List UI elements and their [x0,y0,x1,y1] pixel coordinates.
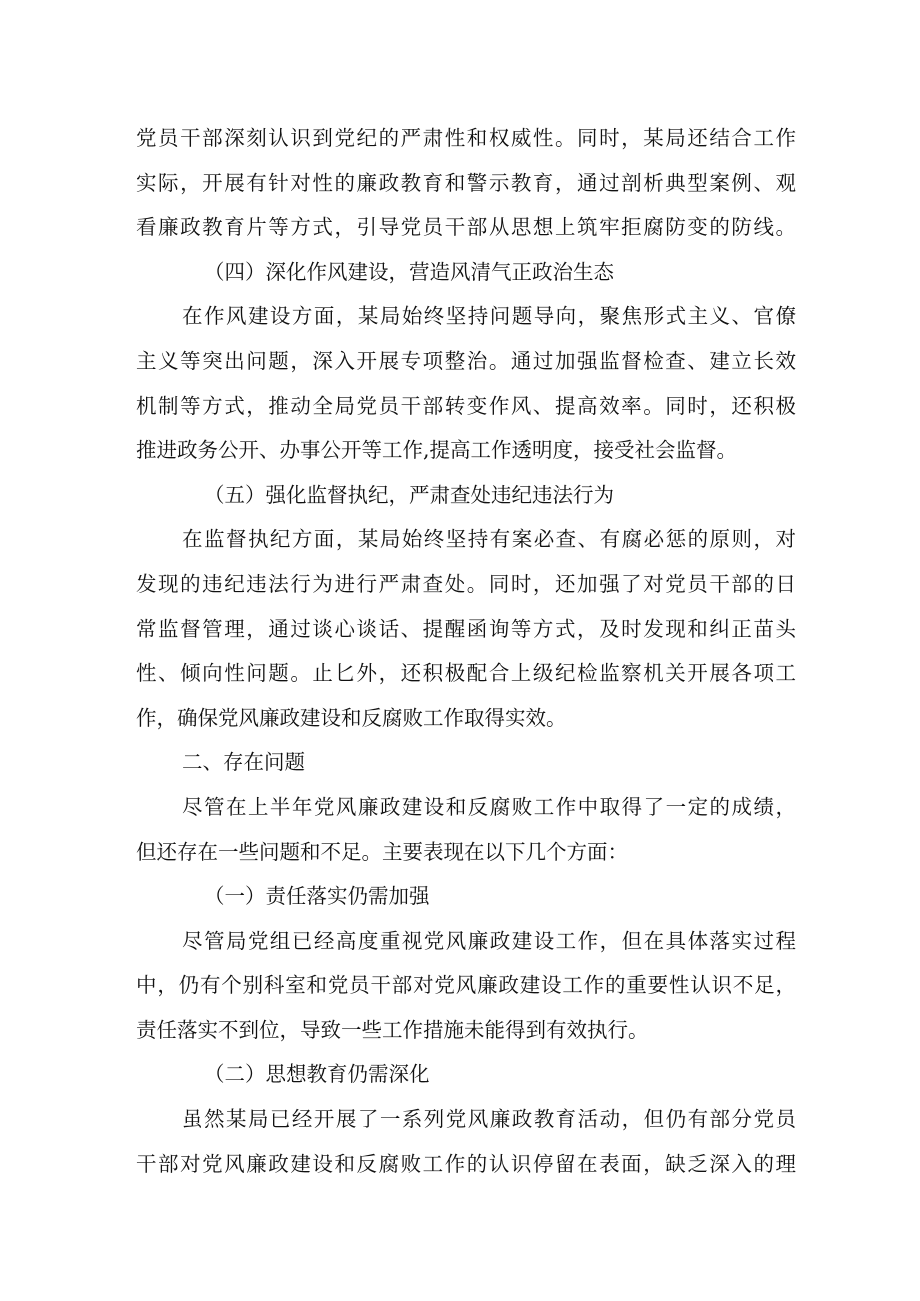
text-line: 尽管在上半年党风廉政建设和反腐败工作中取得了一定的成绩， [182,794,796,819]
text-line: 推进政务公开、办事公开等工作,提高工作透明度，接受社会监督。 [136,438,738,463]
section-heading: （一）责任落实仍需加强 [204,884,430,909]
text-line: 中，仍有个别科室和党员干部对党风廉政建设工作的重要性认识不足， [136,973,796,998]
text-line: 发现的违纪违法行为进行严肃查处。同时，还加强了对党员干部的日 [136,571,796,596]
text-line: 但还存在一些问题和不足。主要表现在以下几个方面： [136,839,628,864]
text-line: 责任落实不到位，导致一些工作措施未能得到有效执行。 [136,1017,649,1042]
section-heading: 二、存在问题 [182,750,305,775]
text-line: 主义等突出问题，深入开展专项整治。通过加强监督检查、建立长效 [136,348,796,373]
text-line: 党员干部深刻认识到党纪的严肃性和权威性。同时，某局还结合工作 [136,126,796,150]
text-line: 在作风建设方面，某局始终坚持问题导向，聚焦形式主义、官僚 [182,304,796,329]
text-line: 虽然某局已经开展了一系列党风廉政教育活动，但仍有部分党员 [182,1107,796,1132]
text-line: 尽管局党组已经高度重视党风廉政建设工作，但在具体落实过程 [182,928,796,953]
section-heading: （二）思想教育仍需深化 [204,1062,430,1087]
text-line: 在监督执纪方面，某局始终坚持有案必查、有腐必惩的原则，对 [182,527,796,552]
text-line: 实际，开展有针对性的廉政教育和警示教育，通过剖析典型案例、观 [136,170,796,195]
text-line: 作，确保党风廉政建设和反腐败工作取得实效。 [136,705,567,730]
document-body [136,116,796,1186]
text-line: 干部对党风廉政建设和反腐败工作的认识停留在表面，缺乏深入的理 [136,1151,796,1176]
text-line: 常监督管理，通过谈心谈话、提醒函询等方式，及时发现和纠正苗头 [136,616,796,641]
text-line: 机制等方式，推动全局党员干部转变作风、提高效率。同时，还积极 [136,393,796,418]
section-heading: （四）深化作风建设，营造风清气正政治生态 [204,259,614,284]
text-line: 看廉政教育片等方式，引导党员干部从思想上筑牢拒腐防变的防线。 [136,215,796,240]
section-heading: （五）强化监督执纪，严肃查处违纪违法行为 [204,482,614,507]
text-line: 性、倾向性问题。止匕外，还积极配合上级纪检监察机关开展各项工 [136,661,796,686]
